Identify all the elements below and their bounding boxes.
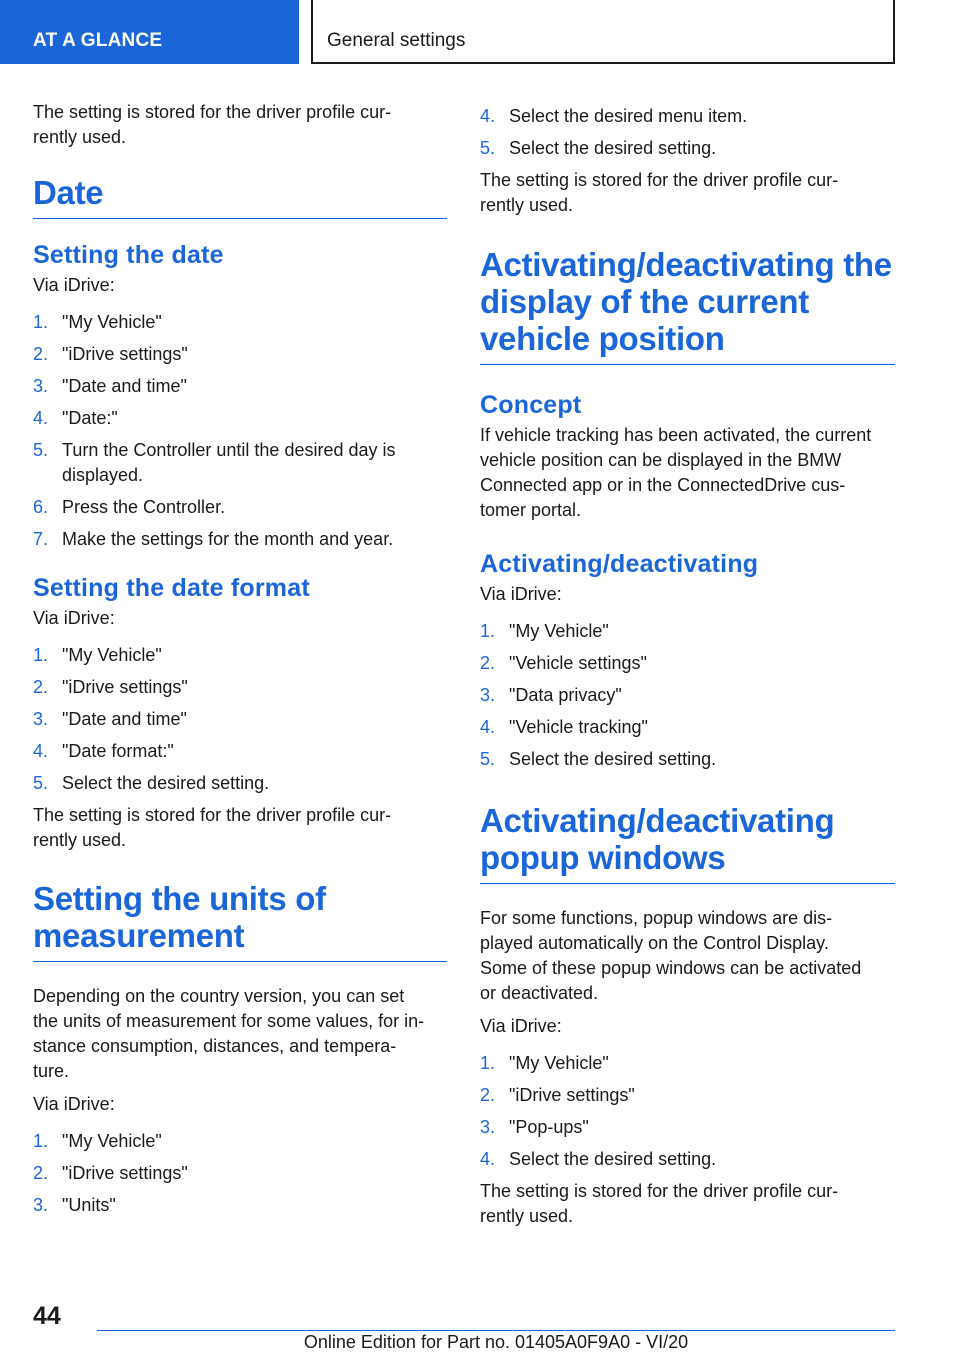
setting-date-steps: [33, 310, 447, 552]
list-item: [480, 136, 895, 161]
list-item: [33, 1129, 447, 1154]
date-format-note: The setting is stored for the driver profile cur‐ rently used.: [33, 805, 392, 850]
list-item: [480, 683, 895, 708]
list-item: [480, 651, 895, 676]
step-text: "iDrive settings": [509, 1085, 635, 1105]
step-text: "Pop-ups": [509, 1117, 589, 1137]
step-number: 2.: [480, 653, 496, 673]
step-text: Select the desired setting.: [509, 1149, 717, 1169]
step-text: "iDrive settings": [62, 677, 188, 697]
step-number: 4.: [480, 717, 496, 737]
step-number: 1.: [33, 645, 49, 665]
step-text: Make the settings for the month and year.: [62, 529, 394, 549]
step-text: Press the Controller.: [62, 497, 226, 517]
list-item: [480, 747, 895, 772]
activating-heading: Activating/deactivating: [480, 550, 759, 578]
list-item: [33, 374, 447, 399]
page-number: 44: [33, 1302, 61, 1330]
step-text: "Vehicle tracking": [509, 717, 648, 737]
units-steps-continued: [480, 104, 895, 161]
list-item: [33, 342, 447, 367]
step-number: 4.: [480, 106, 496, 126]
step-number: 6.: [33, 497, 49, 517]
step-text: "Date and time": [62, 376, 187, 396]
list-item: [33, 438, 447, 488]
step-number: 2.: [480, 1085, 496, 1105]
step-number: 5.: [33, 773, 49, 793]
edition-text: Online Edition for Part no. 01405A0F9A0 - VI/20: [303, 1332, 689, 1352]
step-text: "Date format:": [62, 741, 174, 761]
step-number: 7.: [33, 529, 49, 549]
list-item: [480, 1115, 895, 1140]
popup-steps: [480, 1051, 895, 1172]
list-item: [480, 1083, 895, 1108]
step-number: 3.: [480, 1117, 496, 1137]
intro-note: The setting is stored for the driver profile cur‐ rently used.: [33, 102, 392, 147]
vehicle-tracking-steps: [480, 619, 895, 772]
via-idrive: Via iDrive:: [480, 1016, 562, 1036]
list-item: [480, 619, 895, 644]
list-item: [33, 310, 447, 335]
page-header: [0, 0, 960, 66]
footer-rule: [97, 1330, 895, 1331]
step-number: 2.: [33, 344, 49, 364]
list-item: [33, 495, 447, 520]
step-number: 1.: [480, 1053, 496, 1073]
via-idrive: Via iDrive:: [480, 584, 562, 604]
step-text: "My Vehicle": [62, 312, 162, 332]
date-heading: Date: [33, 174, 447, 219]
step-text: "Data privacy": [509, 685, 622, 705]
section-label: AT A GLANCE: [33, 30, 163, 51]
step-text: Select the desired setting.: [62, 773, 270, 793]
step-text: Select the desired setting.: [509, 749, 717, 769]
step-number: 2.: [33, 1163, 49, 1183]
step-number: 5.: [480, 138, 496, 158]
step-number: 4.: [33, 741, 49, 761]
list-item: [33, 527, 447, 552]
step-number: 3.: [480, 685, 496, 705]
list-item: [33, 1161, 447, 1186]
step-text: "Units": [62, 1195, 116, 1215]
popup-heading: Activating/deactivating popup windows: [480, 802, 895, 884]
step-text: "Date:": [62, 408, 118, 428]
list-item: [33, 643, 447, 668]
step-text: "iDrive settings": [62, 1163, 188, 1183]
step-text: "iDrive settings": [62, 344, 188, 364]
left-column: [33, 100, 447, 1225]
step-text: "Vehicle settings": [509, 653, 647, 673]
step-number: 3.: [33, 376, 49, 396]
via-idrive: Via iDrive:: [33, 275, 115, 295]
list-item: [33, 406, 447, 431]
list-item: [33, 771, 447, 796]
step-text: "My Vehicle": [509, 1053, 609, 1073]
list-item: [33, 707, 447, 732]
popup-description: For some functions, popup windows are dis‐ played automatically on the Control Display. Some of these popup windows can be activated or deactivated.: [480, 908, 862, 1003]
list-item: [33, 1193, 447, 1218]
step-number: 4.: [33, 408, 49, 428]
vehicle-position-heading: Activating/deactivating the display of the current vehicle position: [480, 246, 895, 365]
concept-text: If vehicle tracking has been activated, the current vehicle position can be displayed in the BMW Connected app or in the ConnectedDrive cus‐ tomer portal.: [480, 425, 872, 520]
list-item: [480, 104, 895, 129]
list-item: [33, 675, 447, 700]
via-idrive: Via iDrive:: [33, 608, 115, 628]
section-tab: [0, 0, 299, 64]
step-text: Turn the Controller until the desired day is displayed.: [62, 440, 396, 485]
list-item: [33, 739, 447, 764]
step-text: "My Vehicle": [62, 1131, 162, 1151]
step-number: 2.: [33, 677, 49, 697]
step-number: 3.: [33, 1195, 49, 1215]
setting-date-heading: Setting the date: [33, 241, 224, 269]
step-text: Select the desired menu item.: [509, 106, 748, 126]
date-format-heading: Setting the date format: [33, 574, 310, 602]
list-item: [480, 1147, 895, 1172]
popup-note: The setting is stored for the driver profile cur‐ rently used.: [480, 1181, 839, 1226]
step-text: Select the desired setting.: [509, 138, 717, 158]
units-description: Depending on the country version, you can set the units of measurement for some values, for in‐ stance consumption, distances, and tempera‐ ture.: [33, 986, 425, 1081]
step-number: 1.: [33, 1131, 49, 1151]
step-number: 5.: [33, 440, 49, 460]
step-number: 4.: [480, 1149, 496, 1169]
units-note: The setting is stored for the driver profile cur‐ rently used.: [480, 170, 839, 215]
list-item: [480, 715, 895, 740]
step-number: 1.: [480, 621, 496, 641]
units-steps: [33, 1129, 447, 1218]
step-text: "Date and time": [62, 709, 187, 729]
list-item: [480, 1051, 895, 1076]
concept-heading: Concept: [480, 391, 582, 419]
chapter-box: [311, 0, 895, 64]
step-number: 1.: [33, 312, 49, 332]
step-number: 5.: [480, 749, 496, 769]
date-format-steps: [33, 643, 447, 796]
via-idrive: Via iDrive:: [33, 1094, 115, 1114]
units-heading: Setting the units of measurement: [33, 880, 447, 962]
step-text: "My Vehicle": [509, 621, 609, 641]
step-number: 3.: [33, 709, 49, 729]
chapter-title: General settings: [327, 30, 466, 51]
step-text: "My Vehicle": [62, 645, 162, 665]
right-column: [480, 104, 895, 1237]
